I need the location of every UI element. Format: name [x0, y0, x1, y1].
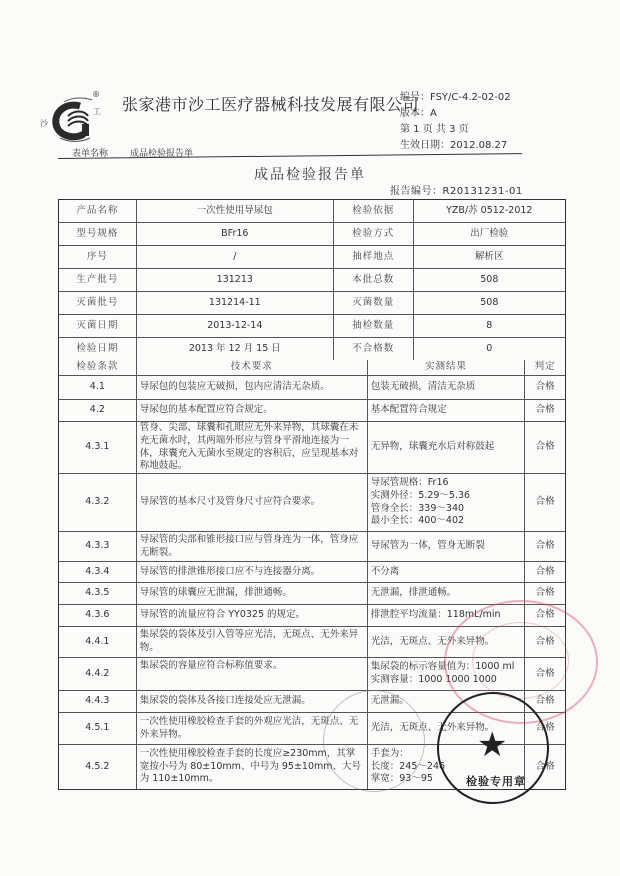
verdict: 合格 [535, 496, 555, 508]
result-text: 无异物，球囊充水后对称鼓起 [368, 422, 525, 473]
info-value: YZB/苏 0512-2012 [446, 204, 533, 216]
inspection-row [59, 658, 565, 691]
report-number: 报告编号：R20131231-01 [390, 186, 523, 197]
result-text: 基本配置符合规定 [368, 400, 525, 421]
verdict: 合格 [535, 722, 555, 734]
requirement-text: 导尿包的基本配置应符合规定。 [137, 400, 368, 421]
verdict: 合格 [535, 565, 555, 577]
company-name: 张家港市沙工医疗器械科技发展有限公司 [122, 95, 420, 114]
info-label: 抽检数量 [334, 315, 414, 337]
verdict: 合格 [535, 635, 555, 647]
info-value: 解析区 [475, 250, 504, 262]
requirement-text: 一次性使用橡胶检查手套的长度应≥230mm，其掌宽按小号为 80±10mm、中号为 95±10mm、大号为 110±10mm。 [137, 745, 368, 789]
info-value: 2013-12-14 [137, 315, 334, 337]
info-label: 检验依据 [334, 200, 414, 222]
svg-text:沙: 沙 [40, 119, 48, 128]
info-row [59, 246, 565, 269]
seal-star-icon: ★ [477, 725, 508, 765]
header-clause: 检验条款 [59, 360, 137, 375]
inspection-row [59, 562, 565, 583]
info-value: 一次性使用导尿包 [137, 200, 334, 222]
requirement-text: 导尿管的基本尺寸及管身尺寸应符合要求。 [137, 474, 368, 531]
requirement-text: 导尿管的排泄锥形接口应不与连接器分离。 [137, 562, 368, 582]
info-label: 产品名称 [59, 200, 137, 222]
requirement-text: 管身、尖部、球囊和孔眼应无外来异物，其球囊在未充无菌水时，其两端外形应与管身平滑地连接为一体，球囊充入无菌水至规定的容积后，应呈现基本对称地鼓起。 [137, 422, 368, 473]
info-value: 131214-11 [137, 292, 334, 314]
info-label: 检验方式 [334, 223, 414, 245]
doc-number: 编号：FSY/C-4.2-02-02 [400, 92, 511, 103]
inspection-report-table [58, 199, 566, 790]
info-label: 检验日期 [59, 338, 137, 360]
result-line: 实测外径：5.29～5.36 [370, 489, 471, 501]
logo-emblem-icon [38, 94, 118, 144]
header-verdict: 判定 [534, 361, 556, 373]
form-name-label: 表单名称 [72, 149, 109, 159]
info-label: 抽样地点 [334, 246, 414, 268]
info-value: 131213 [137, 269, 334, 291]
doc-version: 版本：A [400, 108, 437, 119]
inspection-row [59, 532, 565, 562]
clause-number: 4.3.4 [59, 562, 137, 582]
result-text: 无泄漏。 [368, 691, 525, 712]
result-text [368, 658, 525, 690]
info-label: 灭菌日期 [59, 315, 137, 337]
info-label: 灭菌批号 [59, 292, 137, 314]
result-line: 手套为： [370, 747, 409, 759]
info-row [59, 223, 565, 246]
inspection-header-row [59, 360, 565, 376]
info-value: 0 [486, 342, 493, 354]
result-line: 导尿管规格：Fr16 [370, 476, 449, 488]
clause-number: 4.3.2 [59, 474, 137, 531]
result-text: 包装无破损，清洁无杂质 [368, 376, 525, 399]
info-value: 2013 年 12 月 15 日 [137, 338, 334, 360]
verdict: 合格 [535, 441, 555, 453]
requirement-text: 一次性使用橡胶检查手套的外观应光洁，无斑点、无外来异物。 [137, 713, 368, 744]
company-logo [38, 94, 118, 144]
logo-side-text: 工 [93, 107, 101, 116]
clause-number: 4.3.6 [59, 605, 137, 626]
info-value: 508 [480, 273, 499, 285]
requirement-text: 导尿管的流量应符合 YY0325 的规定。 [137, 605, 368, 626]
requirement-text: 集尿袋的袋体及引入管等应光洁，无斑点、无外来异物。 [137, 627, 368, 657]
result-line: 最小全长：400～402 [370, 515, 465, 527]
info-label: 生产批号 [59, 269, 137, 291]
inspection-row [59, 376, 565, 400]
verdict: 合格 [535, 609, 555, 621]
clause-number: 4.5.2 [59, 745, 137, 789]
requirement-text: 集尿袋的容量应符合标称值要求。 [137, 658, 368, 690]
requirement-text: 导尿包的包装应无破损，包内应清洁无杂质。 [137, 376, 368, 399]
result-line: 管身全长：339～340 [370, 502, 465, 514]
result-text: 不分离 [368, 562, 525, 582]
info-label: 本批总数 [334, 269, 414, 291]
registered-mark: ® [92, 90, 100, 99]
requirement-text: 导尿管的尖部和锥形接口应与管身连为一体，管身应无断裂。 [137, 532, 368, 561]
effective-date: 生效日期：2012.08.27 [400, 140, 508, 151]
result-text: 排泄腔平均流量：118mL/min [368, 605, 525, 626]
clause-number: 4.4.2 [59, 658, 137, 690]
verdict: 合格 [535, 760, 555, 772]
product-info-section [59, 200, 565, 360]
inspection-seal-text: 检验专用章 [466, 775, 526, 788]
clause-number: 4.1 [59, 376, 137, 399]
page-title: 成品检验报告单 [254, 167, 366, 183]
info-value: 508 [480, 296, 499, 308]
header-requirement: 技术要求 [137, 360, 368, 375]
result-text: 光洁，无斑点、无外来异物。 [368, 627, 525, 657]
result-text [368, 474, 525, 531]
inspection-row [59, 691, 565, 713]
info-label: 序号 [59, 246, 137, 268]
clause-number: 4.2 [59, 400, 137, 421]
inspection-row [59, 422, 565, 474]
info-value: 出厂检验 [470, 227, 509, 239]
result-text: 光洁，无斑点、无外来异物。 [368, 713, 525, 744]
form-name-value: 成品检验报告单 [130, 149, 194, 159]
verdict: 合格 [535, 667, 555, 679]
clause-number: 4.3.5 [59, 583, 137, 604]
inspection-row [59, 583, 565, 605]
info-row [59, 315, 565, 338]
verdict: 合格 [535, 404, 555, 416]
inspection-row [59, 400, 565, 422]
result-text: 无泄漏，排泄通畅。 [368, 583, 525, 604]
verdict: 合格 [535, 587, 555, 599]
requirement-text: 导尿管的球囊应无泄漏，排泄通畅。 [137, 583, 368, 604]
clause-number: 4.4.3 [59, 691, 137, 712]
verdict: 合格 [535, 695, 555, 707]
clause-number: 4.5.1 [59, 713, 137, 744]
header-result: 实测结果 [368, 360, 525, 375]
inspection-row [59, 627, 565, 658]
result-line: 实测容量：1000 1000 1000 [370, 674, 497, 685]
clause-number: 4.3.3 [59, 532, 137, 561]
verdict: 合格 [535, 540, 555, 552]
clause-number: 4.4.1 [59, 627, 137, 657]
result-line: 集尿袋的标示容量值为：1000 ml [370, 661, 515, 673]
result-line: 长度：245～246 [370, 760, 446, 772]
verdict: 合格 [535, 381, 555, 393]
requirement-text: 集尿袋的袋体及各接口连接处应无泄漏。 [137, 691, 368, 712]
info-row [59, 338, 565, 360]
info-label: 不合格数 [334, 338, 414, 360]
result-text: 导尿管为一体，管身无断裂 [368, 532, 525, 561]
header-divider [58, 153, 522, 159]
result-line: 掌宽：93～95 [370, 773, 433, 785]
inspection-row [59, 605, 565, 627]
info-row [59, 292, 565, 315]
info-value: / [137, 246, 334, 268]
clause-number: 4.3.1 [59, 422, 137, 473]
info-row [59, 200, 565, 223]
info-row [59, 269, 565, 292]
info-value: BFr16 [137, 223, 334, 245]
info-label: 灭菌数量 [334, 292, 414, 314]
info-value: 8 [486, 319, 493, 331]
page-indicator: 第 1 页 共 3 页 [400, 124, 469, 135]
inspection-row [59, 474, 565, 532]
info-label: 型号规格 [59, 223, 137, 245]
